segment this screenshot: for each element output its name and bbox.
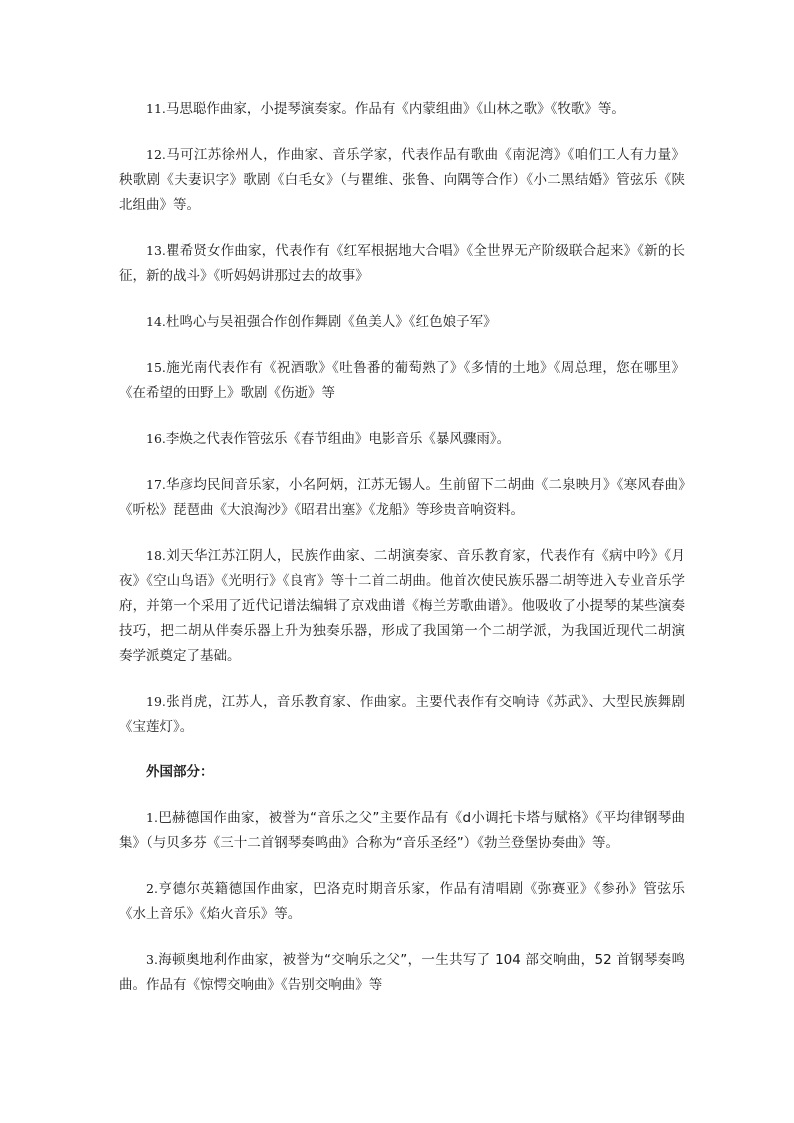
paragraph-foreign-1 [119,805,685,856]
item-text: 张肖虎，江苏人，音乐教育家、作曲家。主要代表作有交响诗《苏武》、大型民族舞剧《宝莲灯》。 [119,694,685,735]
document-page [119,96,685,1018]
item-text: 亨德尔英籍德国作曲家，巴洛克时期音乐家，作品有清唱剧《弥赛亚》《参孙》管弦乐《水上音乐》《焰火音乐》等。 [119,881,685,922]
item-number: 2. [146,881,158,896]
paragraph-item-15 [119,355,685,406]
paragraph-item-13 [119,238,685,289]
item-number: 18. [146,548,166,563]
paragraph-item-17 [119,472,685,523]
foreign-section-heading: 外国部分： [146,764,214,780]
item-number: 16. [146,431,166,446]
paragraph-foreign-3 [119,947,685,998]
paragraph-item-11 [119,96,685,122]
item-number: 11. [146,101,166,116]
item-text: 李焕之代表作管弦乐《春节组曲》电影音乐《暴风骤雨》。 [165,431,511,447]
paragraph-item-19 [119,689,685,740]
item-text: 刘天华江苏江阴人，民族作曲家、二胡演奏家、音乐教育家，代表作有《病中吟》《月夜》《空山鸟语》《光明行》《良宵》等十二首二胡曲。他首次使民族乐器二胡等进入专业音乐学府，并第一个采用了近代记谱法编辑了京戏曲谱《梅兰芳歌曲谱》。他吸收了小提琴的某些演奏技巧，把二胡从伴奏乐器上升为独奏乐器，形成了我国第一个二胡学派，为我国近现代二胡演奏学派奠定了基础。 [119,548,685,664]
item-text: 海顿奥地利作曲家，被誉为“交响乐之父”，一生共写了 104 部交响曲，52 首钢琴奏鸣曲。作品有《惊愕交响曲》《告别交响曲》等 [119,952,685,993]
paragraph-item-14 [119,309,685,335]
item-number: 12. [146,147,166,162]
paragraph-item-16 [119,426,685,452]
item-number: 17. [146,477,166,492]
item-number: 1. [146,810,158,825]
item-text: 马思聪作曲家，小提琴演奏家。作品有《内蒙组曲》《山林之歌》《牧歌》等。 [165,101,625,117]
item-text: 马可江苏徐州人，作曲家、音乐学家，代表作品有歌曲《南泥湾》《咱们工人有力量》秧歌剧《夫妻识字》歌剧《白毛女》（与瞿维、张鲁、向隅等合作）《小二黑结婚》管弦乐《陕北组曲》等。 [119,147,685,213]
paragraph-item-18 [119,543,685,669]
item-text: 杜鸣心与吴祖强合作创作舞剧《鱼美人》《红色娘子军》 [165,314,497,330]
item-text: 瞿希贤女作曲家，代表作有《红军根据地大合唱》《全世界无产阶级联合起来》《新的长征，新的战斗》《听妈妈讲那过去的故事》 [119,243,685,284]
item-text: 巴赫德国作曲家，被誉为“音乐之父”主要作品有《d小调托卡塔与赋格》《平均律钢琴曲集》（与贝多芬《三十二首钢琴奏鸣曲》合称为“音乐圣经”）《勃兰登堡协奏曲》等。 [119,810,685,851]
item-text: 华彦均民间音乐家，小名阿炳，江苏无锡人。生前留下二胡曲《二泉映月》《寒风春曲》《听松》琵琶曲《大浪淘沙》《昭君出塞》《龙船》等珍贵音响资料。 [119,477,685,518]
paragraph-item-12 [119,142,685,218]
item-number: 3. [146,952,158,967]
item-number: 13. [146,243,166,258]
paragraph-foreign-2 [119,876,685,927]
item-text: 施光南代表作有《祝酒歌》《吐鲁番的葡萄熟了》《多情的土地》《周总理，您在哪里》《在希望的田野上》歌剧《伤逝》等 [119,360,685,401]
item-number: 19. [146,694,166,709]
item-number: 15. [146,360,166,375]
item-number: 14. [146,314,166,329]
